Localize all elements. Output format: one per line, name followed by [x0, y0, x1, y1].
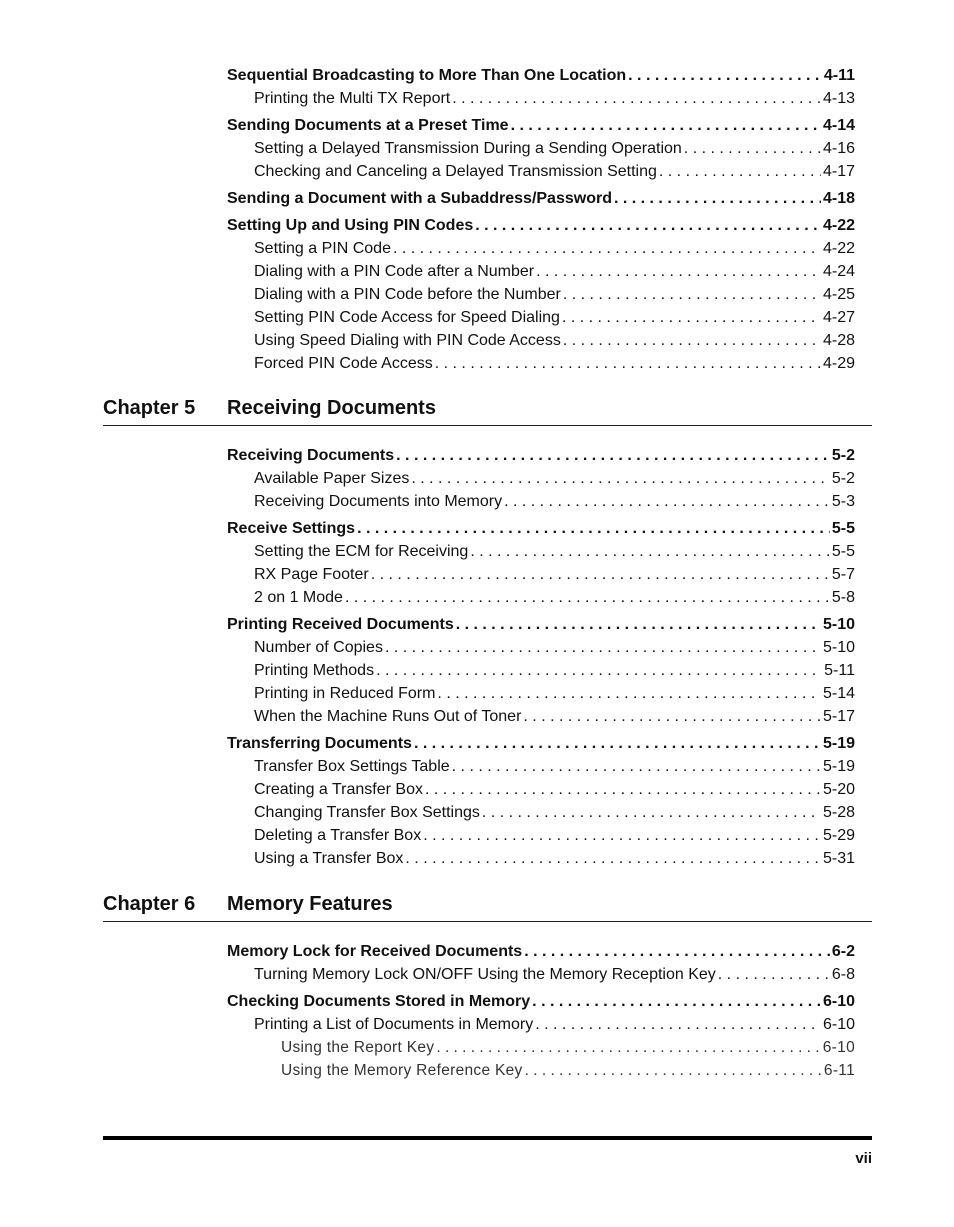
toc-entry-title: Checking Documents Stored in Memory [227, 993, 531, 1010]
dot-leader [435, 352, 821, 375]
toc-entry-page: 5-11 [824, 662, 855, 679]
toc-entry-title: 2 on 1 Mode [254, 589, 343, 606]
toc-entry-title: Dialing with a PIN Code before the Number [254, 286, 561, 303]
toc-entry[interactable] [227, 755, 855, 778]
toc-entry-page: 5-20 [822, 781, 855, 798]
toc-entry[interactable] [227, 306, 855, 329]
toc-entry-title: Creating a Transfer Box [254, 781, 423, 798]
dot-leader [456, 613, 821, 636]
toc-entry-title: Sending a Document with a Subaddress/Password [227, 190, 612, 207]
dot-leader [482, 801, 821, 824]
dot-leader [684, 137, 821, 160]
toc-entry-title: Setting the ECM for Receiving [254, 543, 469, 560]
toc-entry[interactable] [227, 1059, 855, 1082]
toc-entry-page: 5-29 [822, 827, 855, 844]
toc-entry-page: 4-22 [822, 217, 855, 234]
dot-leader [436, 1036, 820, 1059]
toc-entry-page: 5-8 [831, 589, 855, 606]
dot-leader [357, 517, 830, 540]
toc-entry-title: Turning Memory Lock ON/OFF Using the Memory Reception Key [254, 966, 716, 983]
toc-entry[interactable] [227, 160, 855, 183]
toc-entry[interactable] [227, 64, 855, 87]
dot-leader [376, 659, 822, 682]
toc-chapter-5 [227, 440, 855, 870]
toc-entry-title: Using Speed Dialing with PIN Code Access [254, 332, 561, 349]
toc-entry-title: When the Machine Runs Out of Toner [254, 708, 522, 725]
toc-entry[interactable] [227, 237, 855, 260]
dot-leader [475, 214, 821, 237]
toc-entry[interactable] [227, 283, 855, 306]
toc-entry[interactable] [227, 1013, 855, 1036]
dot-leader [563, 283, 821, 306]
toc-entry[interactable] [227, 540, 855, 563]
toc-entry[interactable] [227, 586, 855, 609]
toc-entry-title: Forced PIN Code Access [254, 355, 433, 372]
dot-leader [437, 682, 821, 705]
dot-leader [535, 1013, 821, 1036]
toc-entry-page: 6-10 [822, 1039, 855, 1056]
toc-entry-title: Deleting a Transfer Box [254, 827, 422, 844]
toc-entry[interactable] [227, 467, 855, 490]
dot-leader [393, 237, 821, 260]
dot-leader [345, 586, 830, 609]
toc-entry-title: Using the Report Key [281, 1039, 435, 1056]
dot-leader [405, 847, 821, 870]
toc-entry[interactable] [227, 444, 855, 467]
toc-entry-title: RX Page Footer [254, 566, 369, 583]
toc-entry-page: 4-27 [822, 309, 855, 326]
dot-leader [396, 444, 830, 467]
toc-entry[interactable] [227, 613, 855, 636]
toc-entry-title: Setting a PIN Code [254, 240, 391, 257]
toc-entry-title: Available Paper Sizes [254, 470, 410, 487]
toc-entry-page: 5-19 [822, 735, 855, 752]
page-number: vii [855, 1150, 872, 1167]
toc-entry-page: 5-17 [822, 708, 855, 725]
toc-entry-title: Memory Lock for Received Documents [227, 943, 523, 960]
toc-entry-title: Dialing with a PIN Code after a Number [254, 263, 535, 280]
toc-entry-title: Transferring Documents [227, 735, 412, 752]
chapter-number: Chapter 5 [103, 397, 196, 419]
toc-entry-title: Number of Copies [254, 639, 383, 656]
toc-entry[interactable] [227, 732, 855, 755]
toc-entry-title: Using the Memory Reference Key [281, 1062, 523, 1079]
toc-entry-page: 4-18 [822, 190, 855, 207]
toc-entry[interactable] [227, 563, 855, 586]
toc-entry-title: Sending Documents at a Preset Time [227, 117, 509, 134]
toc-entry-page: 5-31 [822, 850, 855, 867]
toc-entry-title: Printing in Reduced Form [254, 685, 436, 702]
chapter-title: Memory Features [227, 893, 393, 915]
toc-entry[interactable] [227, 214, 855, 237]
dot-leader [628, 64, 822, 87]
toc-entry[interactable] [227, 114, 855, 137]
toc-entry-page: 6-10 [822, 1016, 855, 1033]
toc-entry[interactable] [227, 137, 855, 160]
toc-entry-page: 5-5 [831, 543, 855, 560]
dot-leader [525, 1059, 822, 1082]
toc-entry[interactable] [227, 636, 855, 659]
toc-entry[interactable] [227, 847, 855, 870]
dot-leader [385, 636, 821, 659]
dot-leader [614, 187, 821, 210]
toc-entry-page: 4-17 [822, 163, 855, 180]
toc-entry[interactable] [227, 1036, 855, 1059]
toc-entry-page: 5-5 [831, 520, 855, 537]
toc-entry[interactable] [227, 990, 855, 1013]
toc-entry-title: Printing a List of Documents in Memory [254, 1016, 534, 1033]
toc-entry-title: Receiving Documents into Memory [254, 493, 503, 510]
toc-entry-title: Changing Transfer Box Settings [254, 804, 480, 821]
toc-entry-page: 4-13 [822, 90, 855, 107]
toc-entry-title: Setting a Delayed Transmission During a Sending Operation [254, 140, 682, 157]
toc-entry-page: 4-25 [822, 286, 855, 303]
dot-leader [562, 306, 821, 329]
toc-entry[interactable] [227, 824, 855, 847]
toc-entry[interactable] [227, 682, 855, 705]
dot-leader [718, 963, 830, 986]
toc-entry-page: 5-19 [822, 758, 855, 775]
toc-entry[interactable] [227, 963, 855, 986]
toc-entry-title: Receive Settings [227, 520, 356, 537]
toc-entry-page: 5-2 [831, 470, 855, 487]
dot-leader [452, 755, 821, 778]
toc-entry[interactable] [227, 260, 855, 283]
toc-entry-page: 6-2 [831, 943, 855, 960]
toc-entry-page: 5-3 [831, 493, 855, 510]
toc-entry-page: 5-2 [831, 447, 855, 464]
dot-leader [425, 778, 821, 801]
footer-rule [103, 1136, 872, 1140]
toc-entry[interactable] [227, 778, 855, 801]
toc-entry[interactable] [227, 517, 855, 540]
toc-entry-title: Setting PIN Code Access for Speed Dialing [254, 309, 560, 326]
toc-entry-page: 5-28 [822, 804, 855, 821]
toc-entry-page: 5-10 [822, 616, 855, 633]
toc-entry-page: 6-11 [823, 1062, 855, 1079]
toc-entry[interactable] [227, 87, 855, 110]
toc-entry[interactable] [227, 352, 855, 375]
toc-entry-title: Transfer Box Settings Table [254, 758, 450, 775]
toc-entry[interactable] [227, 659, 855, 682]
dot-leader [411, 467, 830, 490]
toc-entry-title: Checking and Canceling a Delayed Transmission Setting [254, 163, 657, 180]
toc-entry-title: Printing the Multi TX Report [254, 90, 451, 107]
toc-entry[interactable] [227, 490, 855, 513]
toc-entry-page: 4-14 [822, 117, 855, 134]
toc-entry[interactable] [227, 940, 855, 963]
toc-entry-title: Using a Transfer Box [254, 850, 404, 867]
toc-entry-page: 5-14 [822, 685, 855, 702]
dot-leader [524, 940, 830, 963]
toc-entry-page: 5-7 [831, 566, 855, 583]
toc-entry[interactable] [227, 801, 855, 824]
chapter-6-heading [103, 887, 872, 922]
toc-entry-page: 4-22 [822, 240, 855, 257]
toc-entry[interactable] [227, 187, 855, 210]
dot-leader [423, 824, 821, 847]
dot-leader [371, 563, 830, 586]
toc-chapter-6 [227, 936, 855, 1082]
chapter-number: Chapter 6 [103, 893, 196, 915]
dot-leader [414, 732, 821, 755]
dot-leader [470, 540, 830, 563]
toc-entry-page: 4-11 [823, 67, 855, 84]
dot-leader [532, 990, 821, 1013]
toc-entry-page: 4-24 [822, 263, 855, 280]
toc-entry-page: 4-16 [822, 140, 855, 157]
dot-leader [504, 490, 830, 513]
toc-entry-title: Printing Methods [254, 662, 375, 679]
toc-entry[interactable] [227, 329, 855, 352]
chapter-title: Receiving Documents [227, 397, 436, 419]
toc-entry-title: Setting Up and Using PIN Codes [227, 217, 474, 234]
toc-entry-title: Receiving Documents [227, 447, 395, 464]
toc-entry-page: 4-28 [822, 332, 855, 349]
toc-entry-title: Sequential Broadcasting to More Than One Location [227, 67, 627, 84]
dot-leader [563, 329, 821, 352]
dot-leader [452, 87, 821, 110]
toc-entry-page: 6-8 [831, 966, 855, 983]
toc-top-section [227, 60, 855, 375]
dot-leader [511, 114, 821, 137]
toc-entry-page: 5-10 [822, 639, 855, 656]
chapter-5-heading [103, 391, 872, 426]
dot-leader [523, 705, 821, 728]
toc-entry[interactable] [227, 705, 855, 728]
toc-entry-page: 4-29 [822, 355, 855, 372]
dot-leader [536, 260, 821, 283]
dot-leader [659, 160, 821, 183]
toc-entry-title: Printing Received Documents [227, 616, 454, 633]
toc-entry-page: 6-10 [822, 993, 855, 1010]
